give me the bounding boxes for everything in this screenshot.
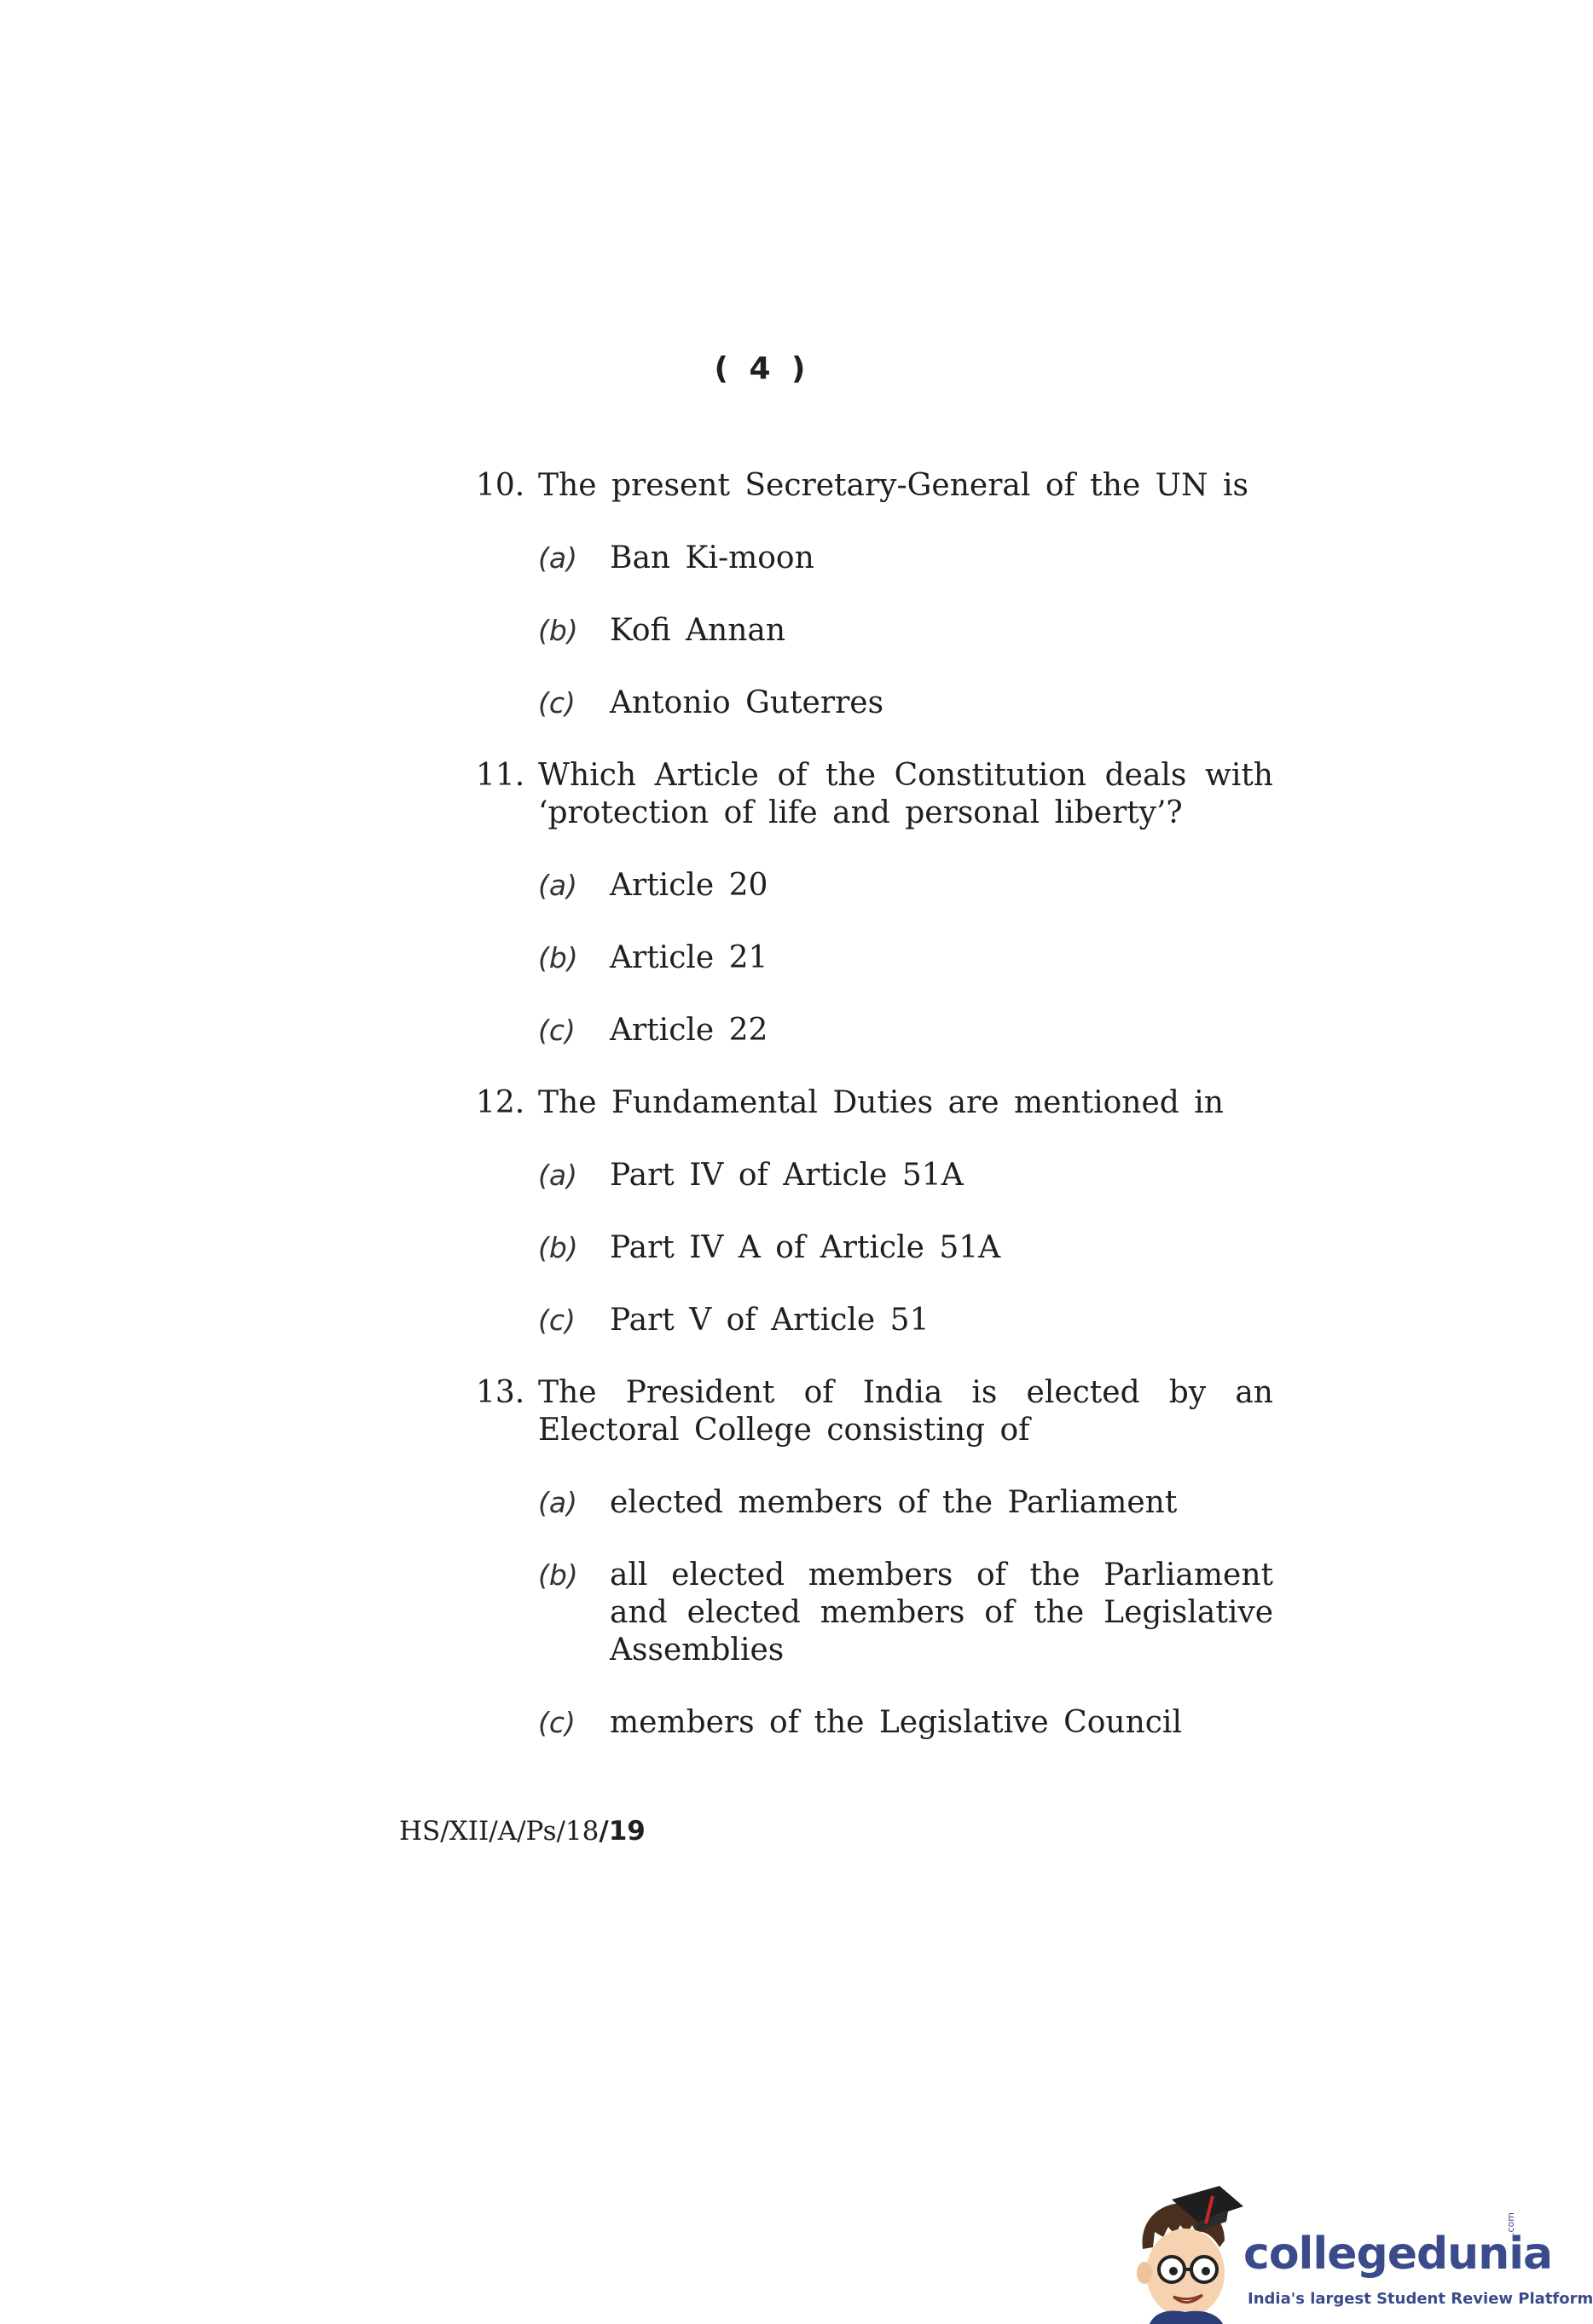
option-text: Article 21 (610, 940, 768, 975)
paper-code-prefix: HS/XII/A/Ps/18 (399, 1816, 600, 1847)
option-label: (c) (538, 1304, 576, 1337)
student-mascot-icon (1124, 2188, 1252, 2324)
option-list (476, 1157, 1273, 1339)
question-text: Which Article of the Constitution deals with ‘protection of life and personal liberty’? (538, 758, 1273, 830)
question-11 (476, 757, 1273, 1049)
option-a (538, 1484, 1273, 1522)
question-10 (476, 467, 1273, 722)
option-text: Part V of Article 51 (610, 1303, 930, 1338)
question-12 (476, 1084, 1273, 1339)
option-c (538, 685, 1273, 722)
option-label: (b) (538, 941, 578, 974)
option-text: Part IV of Article 51A (610, 1158, 964, 1193)
paper-code (399, 1816, 646, 1847)
option-text: Article 22 (610, 1013, 768, 1048)
option-label: (a) (538, 869, 577, 902)
option-list (476, 1484, 1273, 1742)
option-a (538, 867, 1273, 905)
option-text: Kofi Annan (610, 613, 786, 648)
option-a (538, 540, 1273, 577)
option-label: (a) (538, 1159, 577, 1192)
option-b (538, 612, 1273, 650)
option-a (538, 1157, 1273, 1194)
option-text: Article 20 (610, 868, 768, 903)
option-b (538, 939, 1273, 977)
brand-name: collegedunia (1243, 2229, 1553, 2280)
option-text: all elected members of the Parliament and elected members of the Legislative Assemblies (610, 1558, 1273, 1668)
question-text: The present Secretary-General of the UN is (538, 468, 1248, 503)
brand-tagline: India's largest Student Review Platform (1248, 2290, 1593, 2308)
option-label: (c) (538, 1014, 576, 1047)
option-label: (a) (538, 541, 577, 575)
option-c (538, 1302, 1273, 1339)
option-text: members of the Legislative Council (610, 1705, 1182, 1740)
option-label: (b) (538, 1558, 578, 1592)
question-number: 13. (476, 1375, 525, 1410)
option-label: (a) (538, 1486, 577, 1519)
page-number: ( 4 ) (714, 351, 811, 386)
option-list (476, 540, 1273, 722)
question-list (476, 467, 1273, 1777)
option-text: elected members of the Parliament (610, 1485, 1178, 1520)
question-number: 11. (476, 758, 525, 793)
question-13 (476, 1374, 1273, 1742)
question-number: 12. (476, 1085, 525, 1120)
option-c (538, 1012, 1273, 1049)
option-text: Part IV A of Article 51A (610, 1230, 1001, 1265)
brand-dotcom: .com (1505, 2212, 1516, 2235)
question-text: The Fundamental Duties are mentioned in (538, 1085, 1224, 1120)
option-text: Ban Ki-moon (610, 541, 814, 575)
paper-code-suffix: /19 (599, 1816, 646, 1847)
option-text: Antonio Guterres (610, 685, 884, 720)
option-label: (c) (538, 686, 576, 720)
question-number: 10. (476, 468, 525, 503)
option-b (538, 1557, 1273, 1669)
collegedunia-logo (1124, 2188, 1593, 2324)
option-label: (c) (538, 1706, 576, 1739)
option-label: (b) (538, 614, 578, 647)
option-b (538, 1229, 1273, 1267)
option-label: (b) (538, 1231, 578, 1264)
question-text: The President of India is elected by an Electoral College consisting of (538, 1375, 1273, 1448)
option-list (476, 867, 1273, 1049)
option-c (538, 1704, 1273, 1742)
